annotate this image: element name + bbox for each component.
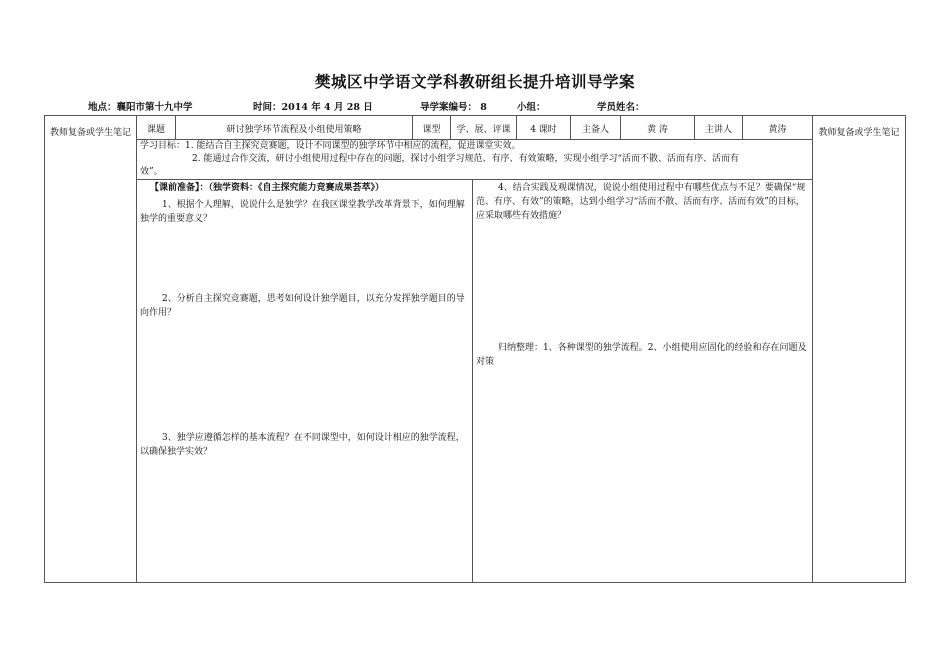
lecturer-label: 主讲人: [704, 125, 732, 135]
preparer-value: 黄 涛: [647, 125, 668, 135]
preparer-label: 主备人: [581, 125, 609, 135]
goals-line-1: 学习目标：1. 能结合自主探究竞赛题，设计不同课型的独学环节中相应的流程，促进课堂实效。: [140, 141, 521, 151]
page-title: 樊城区中学语文学科教研组长提升培训导学案: [314, 72, 635, 91]
hours-value: 4 课时: [530, 125, 557, 135]
side-note-right: 教师复备或学生笔记: [818, 128, 900, 138]
prep-heading: 【课前准备】：（独学资料：《自主探究能力竞赛成果荟萃》）: [150, 183, 385, 193]
info-group: 小组：: [517, 102, 546, 113]
goals-line-2: 2. 能通过合作交流，研讨小组使用过程中存在的问题，探讨小组学习规范、有序、有效策略，实现小组学习“活而不散、活而有序、活而有: [192, 154, 740, 164]
type-value: 学、展、评课: [456, 125, 511, 135]
topic-label: 课题: [146, 125, 165, 135]
side-note-left: 教师复备或学生笔记: [49, 128, 131, 138]
lecturer-value: 黄涛: [768, 125, 787, 135]
question-4: 4、结合实践及观课情况，说说小组使用过程中有哪些优点与不足？要确保“规范、有序、有效”的策略，达到小组学习“活而不散、活而有序、活而有效”的目标，应采取哪些有效措施？: [476, 183, 806, 221]
type-label: 课型: [422, 125, 441, 135]
divider: [136, 179, 812, 180]
question-3: 3、独学应遵循怎样的基本流程？在不同课型中，如何设计相应的独学流程，以确保独学实效？: [140, 433, 465, 457]
info-time: 时间：2014 年 4 月 28 日: [253, 102, 373, 113]
goals-line-3: 效”。: [140, 167, 163, 177]
divider: [136, 115, 137, 583]
question-2: 2、分析自主探究竞赛题，思考如何设计独学题目，以充分发挥独学题目的导向作用？: [140, 294, 465, 318]
question-1: 1、根据个人理解，说说什么是独学？在我区课堂教学改革背景下，如何理解独学的重要意义？: [140, 200, 465, 224]
summary: 归纳整理：1、各种课型的独学流程。2、小组使用应固化的经验和存在问题及对策: [476, 343, 807, 367]
info-number: 导学案编号： 8: [420, 102, 487, 113]
topic-value: 研讨独学环节流程及小组使用策略: [226, 125, 362, 135]
divider: [812, 115, 813, 583]
divider: [472, 179, 473, 583]
info-student: 学员姓名：: [597, 102, 645, 113]
info-location: 地点：襄阳市第十九中学: [88, 102, 193, 113]
